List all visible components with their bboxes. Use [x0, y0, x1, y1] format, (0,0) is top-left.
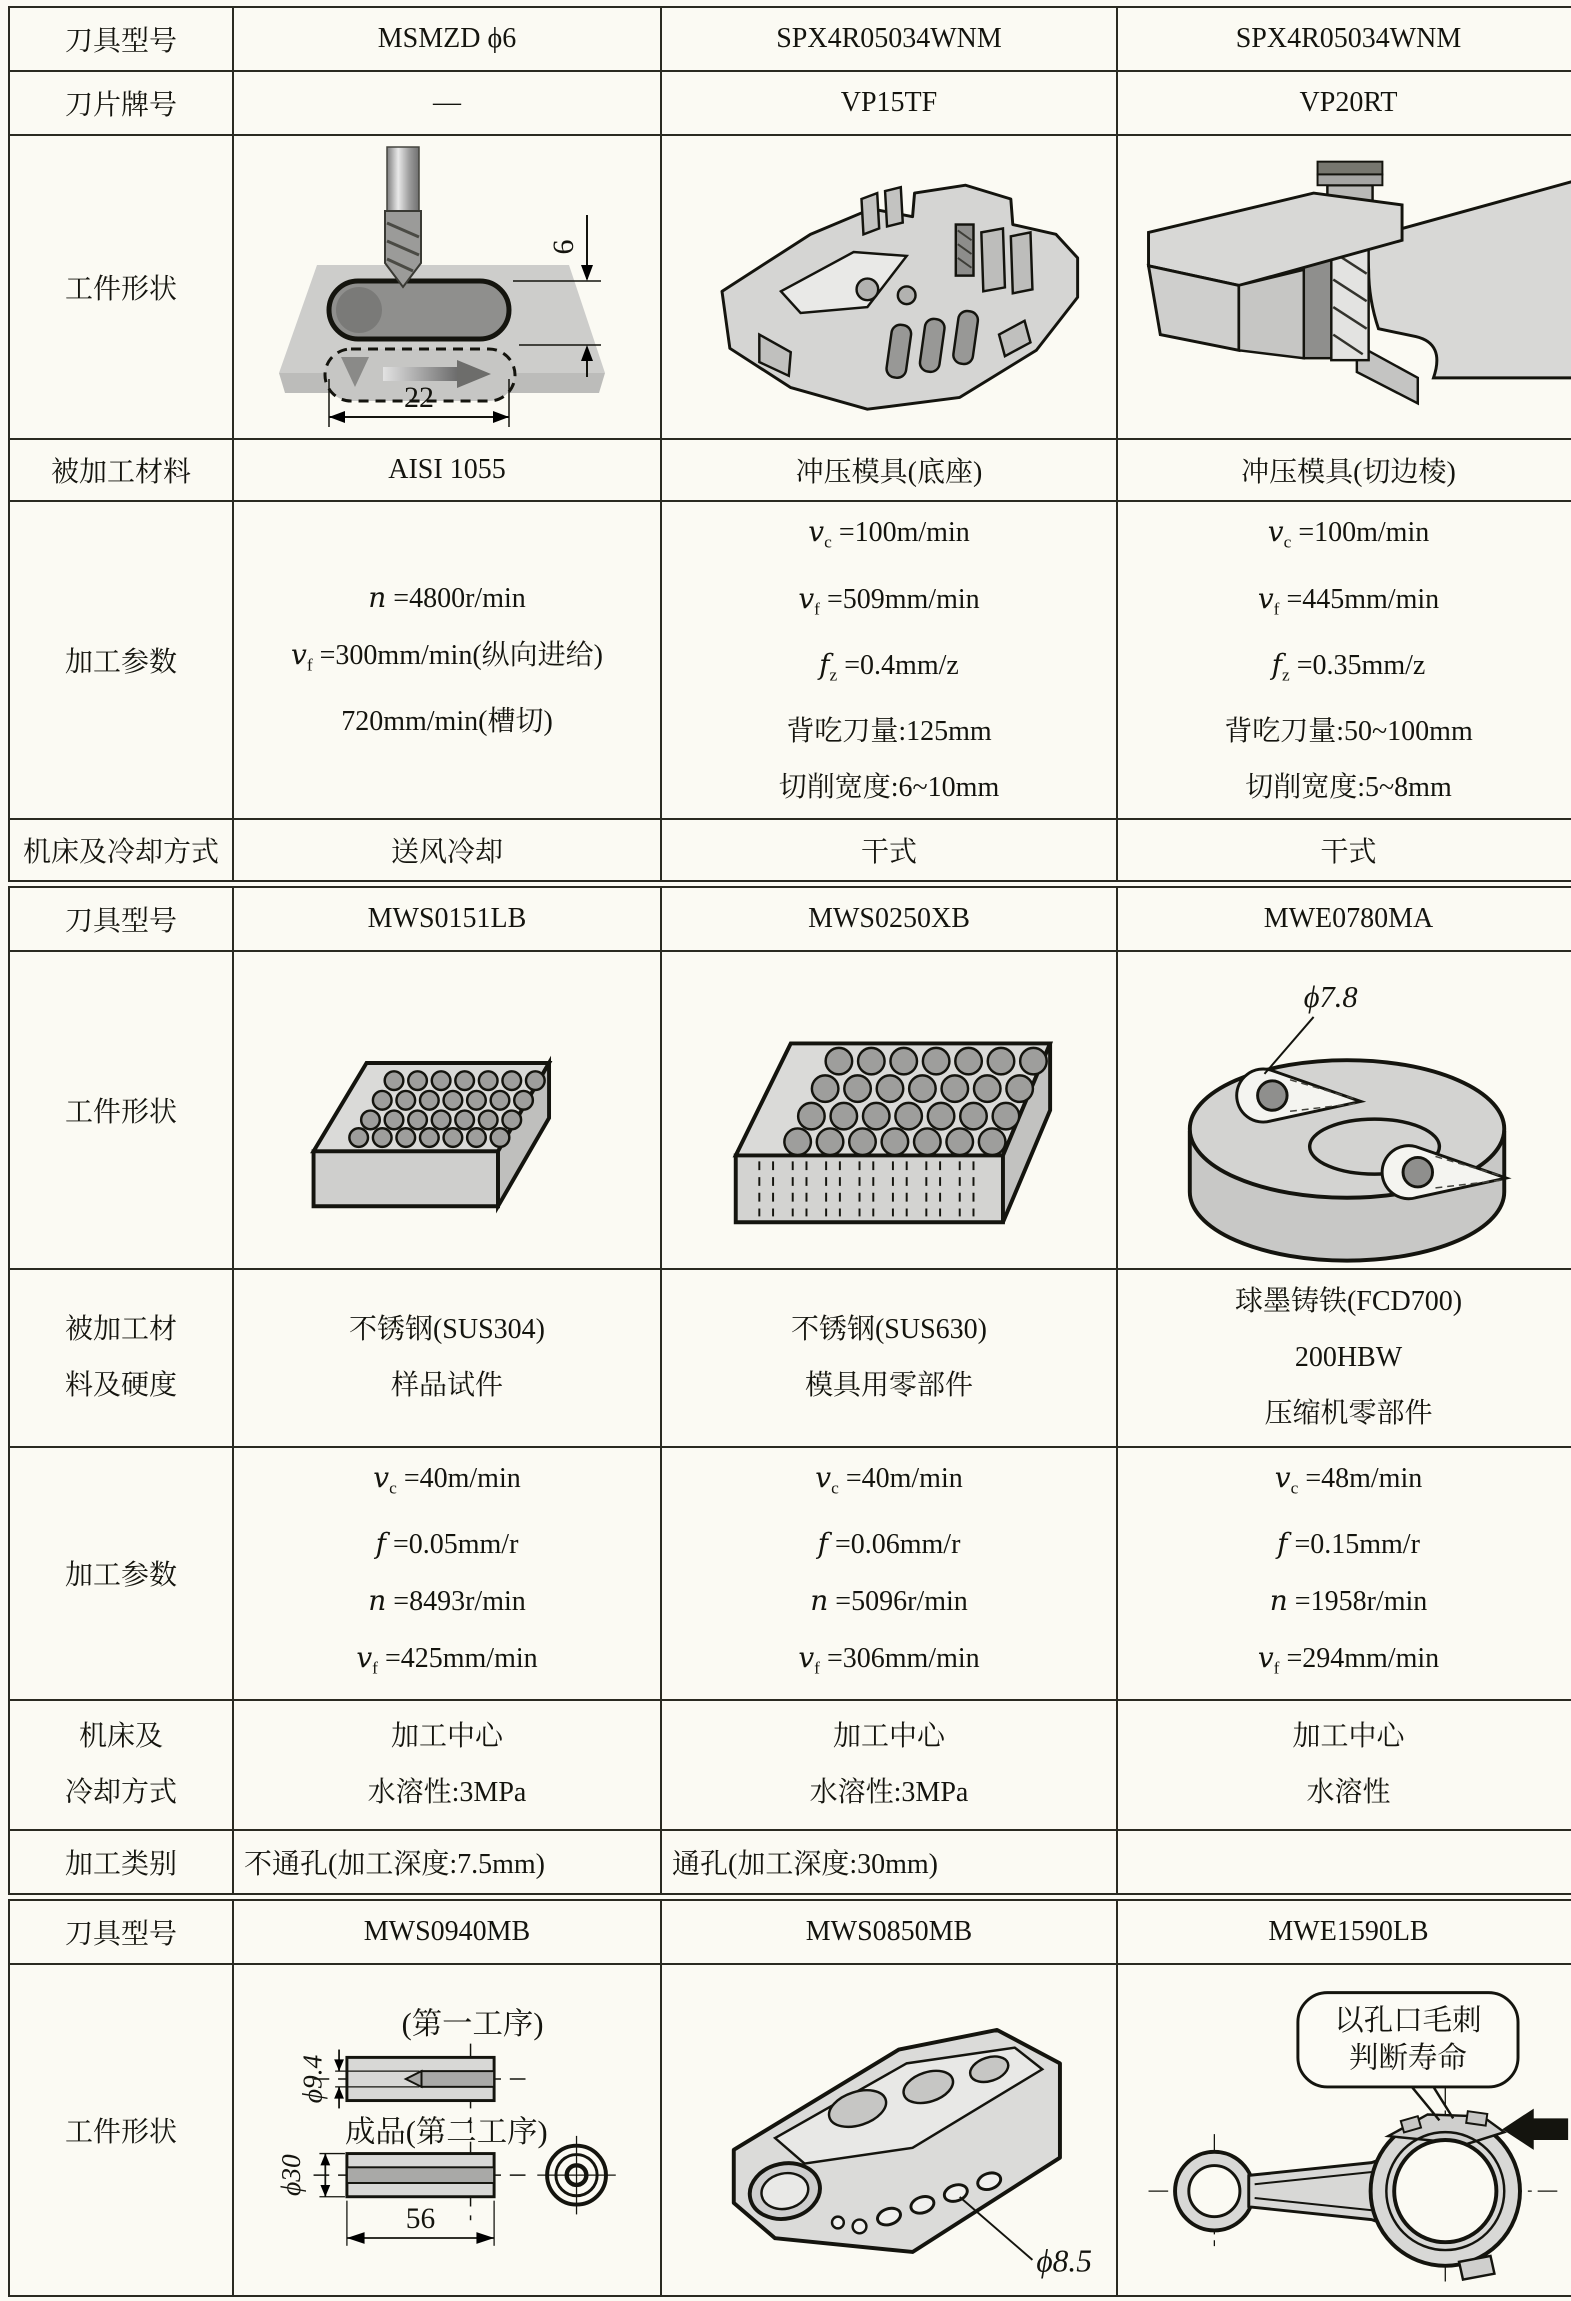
figure-drilled-plate-large — [665, 957, 1113, 1264]
cell-material-1: 不锈钢(SUS304) 样品试件 — [233, 1269, 661, 1447]
figure-cylinder-head — [665, 1971, 1113, 2289]
cell-tool-model-1: MWS0151LB — [233, 887, 661, 951]
cell-figure-connecting-rod — [1117, 1964, 1571, 2296]
end-mill-shank — [387, 147, 419, 211]
table-section-3 — [8, 1899, 1571, 2297]
row-label-workpiece-shape: 工件形状 — [9, 1964, 233, 2296]
dim-hole-dia-2: ϕ30 — [275, 2154, 306, 2196]
cell-tool-model-2: SPX4R05034WNM — [661, 7, 1117, 71]
dim-length: 56 — [405, 2203, 436, 2236]
cell-figure-stepped-bars-drawing — [233, 1964, 661, 2296]
row-label-tool-model: 刀具型号 — [9, 887, 233, 951]
row-label-machine-cooling: 机床及冷却方式 — [9, 819, 233, 881]
dim-hole-dia-1: ϕ9.4 — [297, 2054, 328, 2104]
cell-params-1: n =4800r/min $v_f =300mm/\min$(纵向进给) 720mm/min(槽切) — [233, 501, 661, 819]
dim-slot-length: 22 — [404, 381, 434, 414]
end-view-circles — [537, 2136, 616, 2215]
inspection-arrow — [1502, 2108, 1568, 2149]
figure-stepped-bars-drawing — [237, 1973, 657, 2287]
row-label-tool-model: 刀具型号 — [9, 1900, 233, 1964]
row-machining-params — [9, 1447, 1571, 1700]
cell-material-3: 球墨铸铁(FCD700) 200HBW 压缩机零部件 — [1117, 1269, 1571, 1447]
cell-category-3 — [1117, 1830, 1571, 1894]
row-label-workpiece-shape: 工件形状 — [9, 135, 233, 439]
table-section-1 — [8, 6, 1571, 882]
cell-figure-cylinder-head — [661, 1964, 1117, 2296]
cell-material-2: 冲压模具(底座) — [661, 439, 1117, 501]
row-tool-model — [9, 1900, 1571, 1964]
cell-cooling-2: 加工中心 水溶性:3MPa — [661, 1700, 1117, 1830]
row-workpiece-shape — [9, 1964, 1571, 2296]
callout-line-1: 以孔口毛刺 — [1334, 2004, 1482, 2037]
cell-insert-grade-3: VP20RT — [1117, 71, 1571, 135]
row-machine-cooling — [9, 1700, 1571, 1830]
figure-connecting-rod — [1121, 1971, 1571, 2289]
figure-die-base — [665, 142, 1113, 433]
row-label-material: 被加工材料 — [9, 439, 233, 501]
cell-figure-die-base — [661, 135, 1117, 439]
row-machine-cooling — [9, 819, 1571, 881]
dim-slot-depth: 6 — [547, 239, 580, 255]
cell-tool-model-1: MWS0940MB — [233, 1900, 661, 1964]
figure-drilled-plate-small — [237, 957, 657, 1263]
cell-material-1: AISI 1055 — [233, 439, 661, 501]
row-material — [9, 439, 1571, 501]
cell-params-2: $v_c =100m/\min$ $v_f =509mm/\min$ $f_z =0.4mm/z$ 背吃刀量:125mm 切削宽度:6~10mm — [661, 501, 1117, 819]
cell-tool-model-2: MWS0250XB — [661, 887, 1117, 951]
cell-material-2: 不锈钢(SUS630) 模具用零部件 — [661, 1269, 1117, 1447]
cell-cooling-1: 送风冷却 — [233, 819, 661, 881]
cell-insert-grade-1: — — [233, 71, 661, 135]
cell-cooling-3: 干式 — [1117, 819, 1571, 881]
cell-params-3: $v_c =48m/\min$ f =0.15mm/r n =1958r/min $v_f =294mm/\min$ — [1117, 1447, 1571, 1700]
callout-bubble — [1298, 1992, 1518, 2120]
cell-material-3: 冲压模具(切边棱) — [1117, 439, 1571, 501]
cell-params-1: $v_c =40m/\min$ f =0.05mm/r n =8493r/min $v_f =425mm/\min$ — [233, 1447, 661, 1700]
row-material-hardness — [9, 1269, 1571, 1447]
cell-tool-model-1: MSMZD ϕ6 — [233, 7, 661, 71]
cell-figure-drilled-plate-small — [233, 951, 661, 1269]
dim-hole-diameter: ϕ7.8 — [1303, 980, 1358, 1015]
row-label-machine-cooling: 机床及 冷却方式 — [9, 1700, 233, 1830]
row-machining-params — [9, 501, 1571, 819]
cell-figure-trim-die-cutting — [1117, 135, 1571, 439]
row-label-tool-model: 刀具型号 — [9, 7, 233, 71]
cell-tool-model-3: MWE1590LB — [1117, 1900, 1571, 1964]
row-label-machining-params: 加工参数 — [9, 501, 233, 819]
cell-cooling-2: 干式 — [661, 819, 1117, 881]
cell-figure-disc-workpiece — [1117, 951, 1571, 1269]
row-label-insert-grade: 刀片牌号 — [9, 71, 233, 135]
row-insert-grade — [9, 71, 1571, 135]
dim-hole-diameter: ϕ8.5 — [1036, 2243, 1092, 2279]
label-first-operation: (第一工序) — [401, 2006, 544, 2041]
figure-disc-workpiece — [1121, 956, 1571, 1263]
cell-tool-model-3: MWE0780MA — [1117, 887, 1571, 951]
table-section-2 — [8, 886, 1571, 1895]
cell-figure-slot-milling — [233, 135, 661, 439]
cell-params-3: $v_c =100m/\min$ $v_f =445mm/\min$ $f_z =0.35mm/z$ 背吃刀量:50~100mm 切削宽度:5~8mm — [1117, 501, 1571, 819]
label-finished-second-operation: 成品(第二工序) — [344, 2114, 548, 2149]
cell-category-1: 不通孔(加工深度:7.5mm) — [233, 1830, 661, 1894]
cell-tool-model-2: MWS0850MB — [661, 1900, 1117, 1964]
figure-slot-milling — [237, 139, 657, 435]
row-tool-model — [9, 887, 1571, 951]
cell-cooling-1: 加工中心 水溶性:3MPa — [233, 1700, 661, 1830]
row-tool-model — [9, 7, 1571, 71]
row-label-material-hardness: 被加工材 料及硬度 — [9, 1269, 233, 1447]
row-machining-category — [9, 1830, 1571, 1894]
callout-line-2: 判断寿命 — [1349, 2042, 1467, 2075]
row-workpiece-shape — [9, 951, 1571, 1269]
row-label-workpiece-shape: 工件形状 — [9, 951, 233, 1269]
cell-params-2: $v_c =40m/\min$ f =0.06mm/r n =5096r/min $v_f =306mm/\min$ — [661, 1447, 1117, 1700]
cell-insert-grade-2: VP15TF — [661, 71, 1117, 135]
cell-category-2: 通孔(加工深度:30mm) — [661, 1830, 1117, 1894]
row-label-machining-params: 加工参数 — [9, 1447, 233, 1700]
row-label-machining-category: 加工类别 — [9, 1830, 233, 1894]
row-workpiece-shape — [9, 135, 1571, 439]
figure-trim-die-cutting — [1121, 142, 1571, 433]
cell-tool-model-3: SPX4R05034WNM — [1117, 7, 1571, 71]
cell-figure-drilled-plate-large — [661, 951, 1117, 1269]
cell-cooling-3: 加工中心 水溶性 — [1117, 1700, 1571, 1830]
